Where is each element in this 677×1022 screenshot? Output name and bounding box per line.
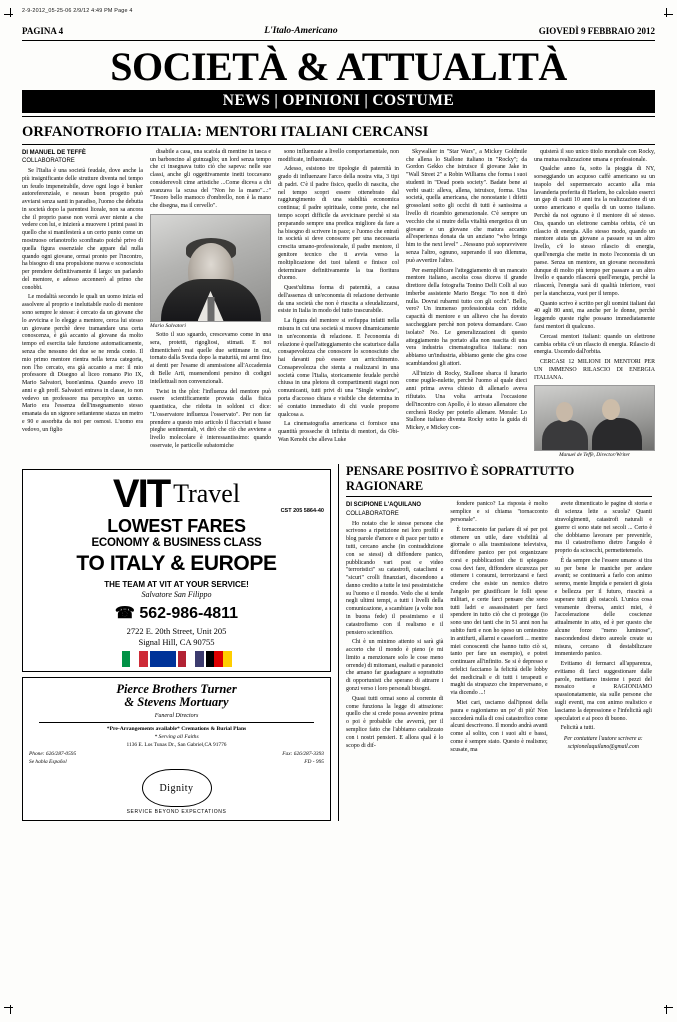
paragraph: La figura del mentore si sviluppa infatti nella misura in cui una società si muove dinamicamente in un'economia di relazione. E l'economia di relazione è quell'atteggiamento che scaturisce dalla consapevolezza che conoscere lo sconosciuto che hai davanti può essere un arricchimento. Consapevolezza che stenta a realizzarsi in una società come l'Italia, storicamente feudale perchè chiusa in una pletora di compartimenti stagni non comunicanti, tutti privi di una "Single window", porta d'accesso chiara e visibile che determina in sé contatto immediato di chi vuole proporre qualcosa a. <box>278 318 399 418</box>
article1-col2-text-bottom <box>150 332 271 451</box>
article2-col1-text <box>346 521 443 751</box>
running-head-right: GIOVEDÌ 9 FEBBRAIO 2012 <box>538 26 655 36</box>
paragraph: Le modalità secondo le quali un uomo inizia ed assolvere al proprio e ineluttabile ruolo di mentore sono sempre le stesse: è cercato da un giovane che lo avvicina e lo elegge a mentore, cerca lui stesso un giovane perchè deve tramandare una certa conoscenza, è già accanto al giovane da molto tempo ed esercita tale funzione automaticamente, senza che nessuno dei due se ne renda conto. Il mio primo mentore rientra nella terza categoria, non l'ho cercato, era già accanto a me: il mio professore di Disegno al liceo romano Pio IX, Mario Salvatori, buon'anima. Quando avevo 18 anni e gli proff. Salvatori entrava in classe, io non vedevo un professore ma percepivo un uomo. Mario era l'essenza dell'insegnamento stesso emanata da un signore settantenne stazza un metro e 90 e assorbita da noi per osmosi. L'uomo era vedovo, un figlio <box>22 294 143 433</box>
print-header: 2-9-2012_05-25-06 2/9/12 4:49 PM Page 4 <box>22 8 133 14</box>
article1-byline <box>22 149 143 165</box>
article2-headline: PENSARE POSITIVO È SOPRATTUTTO RAGIONARE <box>346 464 575 494</box>
mortuary-phone: Phone: 626/287-0595 <box>29 751 77 758</box>
mortuary-divider <box>39 722 314 723</box>
running-head-center: L'Italo-Americano <box>264 26 338 36</box>
running-head-left: PAGINA 4 <box>22 26 64 36</box>
section-title: SOCIETÀ & ATTUALITÀ <box>110 44 567 89</box>
author-photo-head-left <box>556 402 573 422</box>
paragraph: Quasi tutti ormai sono al corrente di come funziona la legge di attrazione: quello che si crede possa avvenire prima o poi è probabile che avverrà, per il semplice fatto che l'abbiamo catalizzato con i nostri pensieri. E allora qual è lo scopo di dif- <box>346 695 444 749</box>
section-subbar: NEWS | OPINIONI | COSTUME <box>22 90 655 113</box>
paragraph: sono influenzate a livello comportamentale, non modificate, influenzate. <box>278 148 399 163</box>
article1-col5-text <box>534 149 655 383</box>
paragraph: Quanto scrivo è scritto per gli uomini italiani dai 40 agli 80 anni, ma anche per le donne, perchè leggendo queste righe possano immediatamente farsi mentori di qualcuno. <box>534 300 655 330</box>
article2-col-2 <box>450 501 547 756</box>
article2-rule <box>346 496 652 497</box>
ad-vit-travel[interactable] <box>22 469 331 671</box>
paragraph: Se l'Italia è una società feudale, dove anche la più insignificante delle strutture diventa nel tempo un feudo impenetrabile, dove ogni logo è bunker autoreferenziale, e nessun buon progetto può avviarsi senza santi in paradiso, l'uomo che debutta in società dopo la parentesi liceale, non sa ancora che il proprio paese non vorrà aver niente a che vedere con lui, e inizierà a muovere i primi passi in quello che si manifesterà a un certo punto come un mostruoso orfanotrofio sconfinato poichè privo di quella figura essenziale che appare dal nulla quando ogni giovane, ormai pronto per l'incontro, ha bisogno di una propulsione nuova e sconosciuta per prendere definitivamente il largo: un parlando del mentore, e adesso accennerò al primo che conobbi. <box>22 167 143 291</box>
mortuary-name-line2: & Stevens Mortuary <box>124 695 229 710</box>
vit-logo-word: Travel <box>173 479 241 509</box>
mortuary-fax: Fax: 626/287-3393 <box>282 751 324 758</box>
paragraph: La cinematografia americana ci fornisce una quantità prosseche di infinita di mentori, da Obi-Wan Kenobi che alleva Luke <box>278 421 399 443</box>
article2-contact-note: Per contattare l'autore scrivere a: scipionelaquilano@gmail.com <box>563 736 643 750</box>
article1-photo-caption: Mario Salvatori <box>150 323 186 330</box>
vit-line-class: ECONOMY & BUSINESS CLASS <box>91 537 262 550</box>
portrait-image <box>150 214 271 322</box>
article1-col-4 <box>406 149 527 459</box>
paragraph: È da sempre che l'essere umano si tira su per bene le maniche per andare avanti; se continuerà a farlo con animo sereno, mente limpida e pensieri di gioia e bellezza per il futuro, riuscirà a superare tutti gli ostacoli. L'unica cosa veramente diversa, amici miei, è l'accelerazione delle coscienze attualmente in atto, ed è per questo che alcune forze "meno luminose", nascondendosi dietro aureole create su misura, cercano di destabilizzare immenterdo panico. <box>554 557 652 658</box>
subbar-item-costume: COSTUME <box>372 91 455 109</box>
vit-cst-number: CST 205 5864-40 <box>280 508 324 515</box>
paragraph: disabile a casa, una scatola di mentine in tasca e un barboncino al guinzaglio; un lord senza tempo che ci insegnava tutto ciò che sapeva: nelle sue classi, anche gli oggettivamente inetti toccavano considerevoli cime artistiche ...Come diceva a chi avanzava la scusa del "Non ho la mano"...:" "Tesoro bello mamoco d'ombrello, non è la mano che disegna, ma il cervello". <box>150 148 271 210</box>
vit-logo: VIT <box>112 472 170 517</box>
vit-agent-name: Salvatore San Filippo <box>141 590 212 600</box>
paragraph: Quest'ultima forma di paternità, a causa dell'assenza di un'economia di relazione derivante da una società che non è riuscita a sfeudalizzarsi, esiste in Italia in modo del tutto trascurabile. <box>278 285 399 315</box>
article1-col-3 <box>278 149 399 459</box>
paragraph: fondere panico? La risposta è molto semplice e si chiama "tornacconto personale". <box>450 501 548 524</box>
subbar-item-opinioni: OPINIONI <box>282 91 361 109</box>
paragraph: Miei cari, usciamo dall'ipnosi della paura e ragioniamo un po' di più! Non succederà nulla di così catastrofico come alcuni descrivono. Il mondo andrà avanti come al solito, con i suoi alti e bassi, come è sempre stato. Questo è realismo; scusate, ma <box>450 699 548 753</box>
mortuary-serving: * Serving all Faiths <box>154 734 199 741</box>
paragraph: Sotto il suo sguardo, crescevamo come in una sera, protetti, rigogliosi, stimati. E noi dimenticherò mai quelle due settimane in cui, tornato dalla Svezia dopo la maturità, mi armi fino ai denti per l'esame di ammissione all'Accademia di Belle Arti, muenendomi persino di codigni intellettuali non convenzionali. <box>150 332 271 385</box>
vit-line-destination: TO ITALY & EUROPE <box>76 552 277 576</box>
phone-icon: ☎ <box>114 605 135 623</box>
article1-col-2 <box>150 149 271 459</box>
paragraph: avete dimenticato le pagine di storia e di scienza lette a scuola? Quanti stravolgimenti, catastrofi naturali e guerre ci sono state nei secoli ... Certo è che dobbiamo lavorare per prevenirle, ma il catastrofismo dietro l'angolo è proprio da scioscchi, permettetemelo. <box>554 501 652 555</box>
paragraph: Twist in the plot: l'influenza del mentore può essere scientificamente provata dalla fisica quantistica, che ridotta in soldoni ci dice: "L'osservatore influenza l'osservato". Per non far prendere a questo mio articolo il fiaccviati e basse pieghe sentimentali, vi dirò che ciò che avviene a livello molecolare è interessantissimo: quando osservate, le particelle subatomiche <box>150 388 271 449</box>
article1-columns <box>22 149 655 459</box>
dignity-logo: Dignity <box>142 769 212 807</box>
paragraph: Felicità a tutti. <box>560 725 595 732</box>
masthead-rule <box>22 40 655 41</box>
flag-usa-icon <box>178 651 204 667</box>
article1-col2-text-top <box>150 149 271 211</box>
flag-eu-icon <box>150 651 176 667</box>
dignity-tagline: SERVICE BEYOND EXPECTATIONS <box>126 809 227 816</box>
article2-col-3 <box>555 501 652 756</box>
vit-phone-number: 562-986-4811 <box>139 605 239 623</box>
article1-rule <box>22 144 655 145</box>
portrait-tie <box>207 297 214 321</box>
lower-section <box>22 464 655 821</box>
author-photo-caption: Manuel de Teffè, Director/Writer <box>559 452 630 459</box>
running-head <box>22 26 655 38</box>
flag-germany-icon <box>206 651 232 667</box>
article2 <box>338 464 652 821</box>
author-photo <box>534 385 655 451</box>
mortuary-contact-row <box>29 751 324 757</box>
mortuary-prearrangements: *Pre-Arrangements available* Cremations & Burial Plans <box>106 726 247 733</box>
vit-line-lowest-fares: LOWEST FARES <box>107 516 246 537</box>
paragraph: CERCASI 12 MILIONI DI MENTORI PER UN IMMENSO RILASCIO DI ENERGIA ITALIANA. <box>534 359 655 381</box>
article2-byline <box>346 501 443 517</box>
article2-col3-text <box>555 501 652 733</box>
flag-italy-icon <box>122 651 148 667</box>
mortuary-name-line1: Pierce Brothers Turner <box>116 681 237 696</box>
subbar-item-news: NEWS <box>222 91 271 109</box>
paragraph: Qualche anno fa, sotto la pioggia di NY, sorseggiando un acquoso caffè americano su un teapolo del supermercato accanto alla mia lavanderia preferita di Harlem, ho calcolato esserci un gap di csatti 10 anni tra la realizzazione di un uomo americano e quella di un uomo italiano. Perchè da noi ognuno è il mentore di sé stesso. Ora, quando un elettrone cambia orbita, c'è un rilascio di energia. Allo stesso modo, quando un mentore aiuta un giovane a passare su un altro livello, c'è lo stesso rilascio di energia, quell'energia che mette in moto l'economia di un paese. Senza un mentore, un giovane necessiterà dunque di molto più tempo per passare a un altro livello e quando rilascerà quell'energia, perchè la rilascerà, l'energia sarà di qualità inferiore, vuoi per la stanchezza, vuoi per il tempo. <box>534 166 655 297</box>
paragraph: Skywalker in "Star Wars", a Mickey Goldmile che allena lo Stallone italiano in "Rocky"; da Gordon Gekko che istruisce il giovane Jake in "Wall Street 2" a Robin Williams che forma i suoi studenti in "Dead poets society". Badate bene ai verbi usati: alleva, allena, istruisce, forma. Una società, quella americana, che nonostante i difetti grossolani sotto gli occhi di tutti è sanissima a livello di ricambio generazionale. C'è sempre un vecchio che si mutre della vitalità energetica di un giovane e un giovane che matura accanto all'esperienza donata da un anziano "who brings him to the next level" ...Nessuno può sopravvivere senza l'altro, ognuno, superando il suo dilemma, può avvertire l'altro. <box>406 148 527 264</box>
article2-col-1 <box>346 501 443 756</box>
article1-col1-text <box>22 168 143 435</box>
vit-address-line2: Signal Hill, CA 90755 <box>138 637 215 648</box>
article2-byline-name: DI SCIPIONE L'AQUILANO <box>346 502 422 509</box>
author-photo-head-right <box>602 399 620 420</box>
article2-byline-role: COLLABORATORE <box>346 510 399 517</box>
article1-col3-text <box>278 149 399 445</box>
mortuary-address: 1136 E. Los Tunas Dr., San Gabriel,CA 91776 <box>126 742 227 749</box>
article1-photo <box>150 214 271 329</box>
ad-mortuary[interactable] <box>22 677 331 822</box>
article1-headline: ORFANOTROFIO ITALIA: MENTORI ITALIANI CERCANSI <box>22 123 429 140</box>
subbar-rule <box>22 116 655 117</box>
vit-line-team: THE TEAM AT VIT AT YOUR SERVICE! <box>104 580 249 590</box>
mortuary-fd-number: FD - 995 <box>304 759 324 766</box>
ad-column <box>22 464 331 821</box>
article1-byline-role: COLLABORATORE <box>22 157 75 164</box>
paragraph: quisterà il suo unico titolo mondiale con Rocky, una mutua realizzazione umana e professionale. <box>534 148 655 163</box>
article1-byline-name: DI MANUEL DE TEFFÈ <box>22 149 86 156</box>
article1-col-1 <box>22 149 143 459</box>
mortuary-meta-row <box>29 759 324 765</box>
article1-col-5 <box>534 149 655 459</box>
mortuary-subtitle: Funeral Directors <box>154 713 199 720</box>
paragraph: All'inizio di Rocky, Stallone sbarca il lunario come pugile-nulette, perchè l'uomo al quale dieci anni prima aveva chiesto di allenarlo aveva rifiutato. Una volta arrivata l'occasione dell'incontro con Apollo, è lo stesso allenatore che cercherà Rocky per poterlo allenare. Morale: Lo Stallone italiano diventa Rocky sotto la guida di Mickey, e Mickey con- <box>406 370 527 432</box>
vit-logo-row <box>29 472 324 517</box>
paragraph: Ho notato che le stesse persone che scrivono a ripetizione nei loro profili e blog parole d'amore e di pace per tutto e tutti, cercano anche (in contraddizione con se stessi) di diffondere panico, pubblicando vari post e video "terroristici" su catastrofi, cataclismi e "sicuri" crolli finanziari, discendono a danno credito a tutte le tesi pessimistiche su l'uomo e il mondo. Vedo che si tende negli ultimi tempi, a tutti i livelli della comunicazione, a scambiare (a volte non in buona fede) il pessimismo e il catastrofismo con il realismo e il pensiero scientifico. <box>346 520 444 636</box>
paragraph: Evitiamo di fermarci all'apparenza, evitiamo di farci suggestionare dalle parole, mettiamo insieme i pezzi del mosaico e RAGIONIAMO spassionatamente, sia sulle persone che sugli eventi, ma con animo realistico e lasciamo la depressione e l'infelicità agli speculatori e ai poco di buono. <box>554 661 652 722</box>
vit-address-line1: 2722 E. 20th Street, Unit 205 <box>126 626 227 637</box>
paragraph: Chi è un minimo attento si sarà già accorto che il mondo è pieno (e mi limito a menzionare solo le cose meno orrende) di mitomani, esaltati e paranoici che amano far guadagnare a soprattutto di opportunisti che sperano di attrarre i gonzi verso i loro personali bisogni. <box>346 639 444 693</box>
article2-columns <box>346 501 652 756</box>
vit-phone[interactable] <box>29 603 324 623</box>
paragraph: È tornaconto far parlare di sé per poi ottenere un utile, dare visibilità al giornale o alla trasmissione televisiva, diffondere panico per poi organizzare corsi e pubblicazioni che ti spiegano cosa devi fare, diffondere sicurezza per ottenere i consumi, terrorizzarsi e farci credere che esiste un nemico dietro l'angolo per giustificare le folli spese militari, e certe farci pensare che sono tutti ladri e assassinateri per farci spendere in tutto ciò che ci protegge (io sono uno dei tanti che in 51 anni non ha subito furti e non ho speso un centesimo in antifurti, allarmi e casseforti ... mentre miei conoscenti che hanno tutto ciò si, tanto per fare un esempio), e potrei continuare all'infinito. Se si è depresso e orfelici facciamo la felicità delle lobby dei medicinali e di tutti i terapeuti e maghi da strapazzo che imperversano, e via dicendo ...! <box>450 526 548 697</box>
vit-address <box>29 626 324 647</box>
article1-col4-text <box>406 149 527 433</box>
paragraph: Per esemplificare l'atteggiamento di un mancato mentore italiano, ascolta cosa diceva il grande direttore della fotografia Tonino Delli Colli al suo imberbe assistente Mario Brega: "Io non ti dirò nulla. Dovrai rubarmi tutto con gli occhi". Bello, vero? Un immenso professionista con ridotte capacità di mentore e un allievo che ha dovuto saccheggiare perchè non poteva domandare. Caso isolato? No. Le generalizzazioni di questo atteggiamento ha portato alla non nascita di una vera industria cinematografica italiana: non abbiamo un'industria, abbiamo gente che gira cose scambiandosi gli attori. <box>406 267 527 367</box>
paragraph: Adesso, esistono tre tipologie di paternità in grado di influenzare l'arco della nostra vita, 3 tipi di padri. C'è il padre fisico, quello di nascita, che nel tempo scopri essere ottenebrato dal raggiungimento di una stabilità economica continua; il padre spirituale, come prete, che nel tempo scopri difficile da avvicinare perchè si sta preparando sempre una predica migliore da fare a ha bisogno di scrivere in pace; e l'uomo che entratì in società si deve conoscere per una necessaria crescita umano-professionale, il padre mentore, il genitore tecnico che ti avvia verso la moltiplicazione dei tuoi talenti e finisce col determinare definitivamente la tua fioritura d'uomo. <box>278 166 399 282</box>
author-photo-figure-right <box>592 418 642 450</box>
paragraph: Cercasi mentori italiani: quando un elettrone cambia orbita c'è un rilascio di energia. Rilascio di energia. Uscendo dall'orbita. <box>534 333 655 356</box>
mortuary-spanish: Se habla Español <box>29 759 67 766</box>
flag-row <box>29 651 324 667</box>
author-photo-figure-left <box>542 420 588 450</box>
article2-col2-text <box>450 501 547 754</box>
